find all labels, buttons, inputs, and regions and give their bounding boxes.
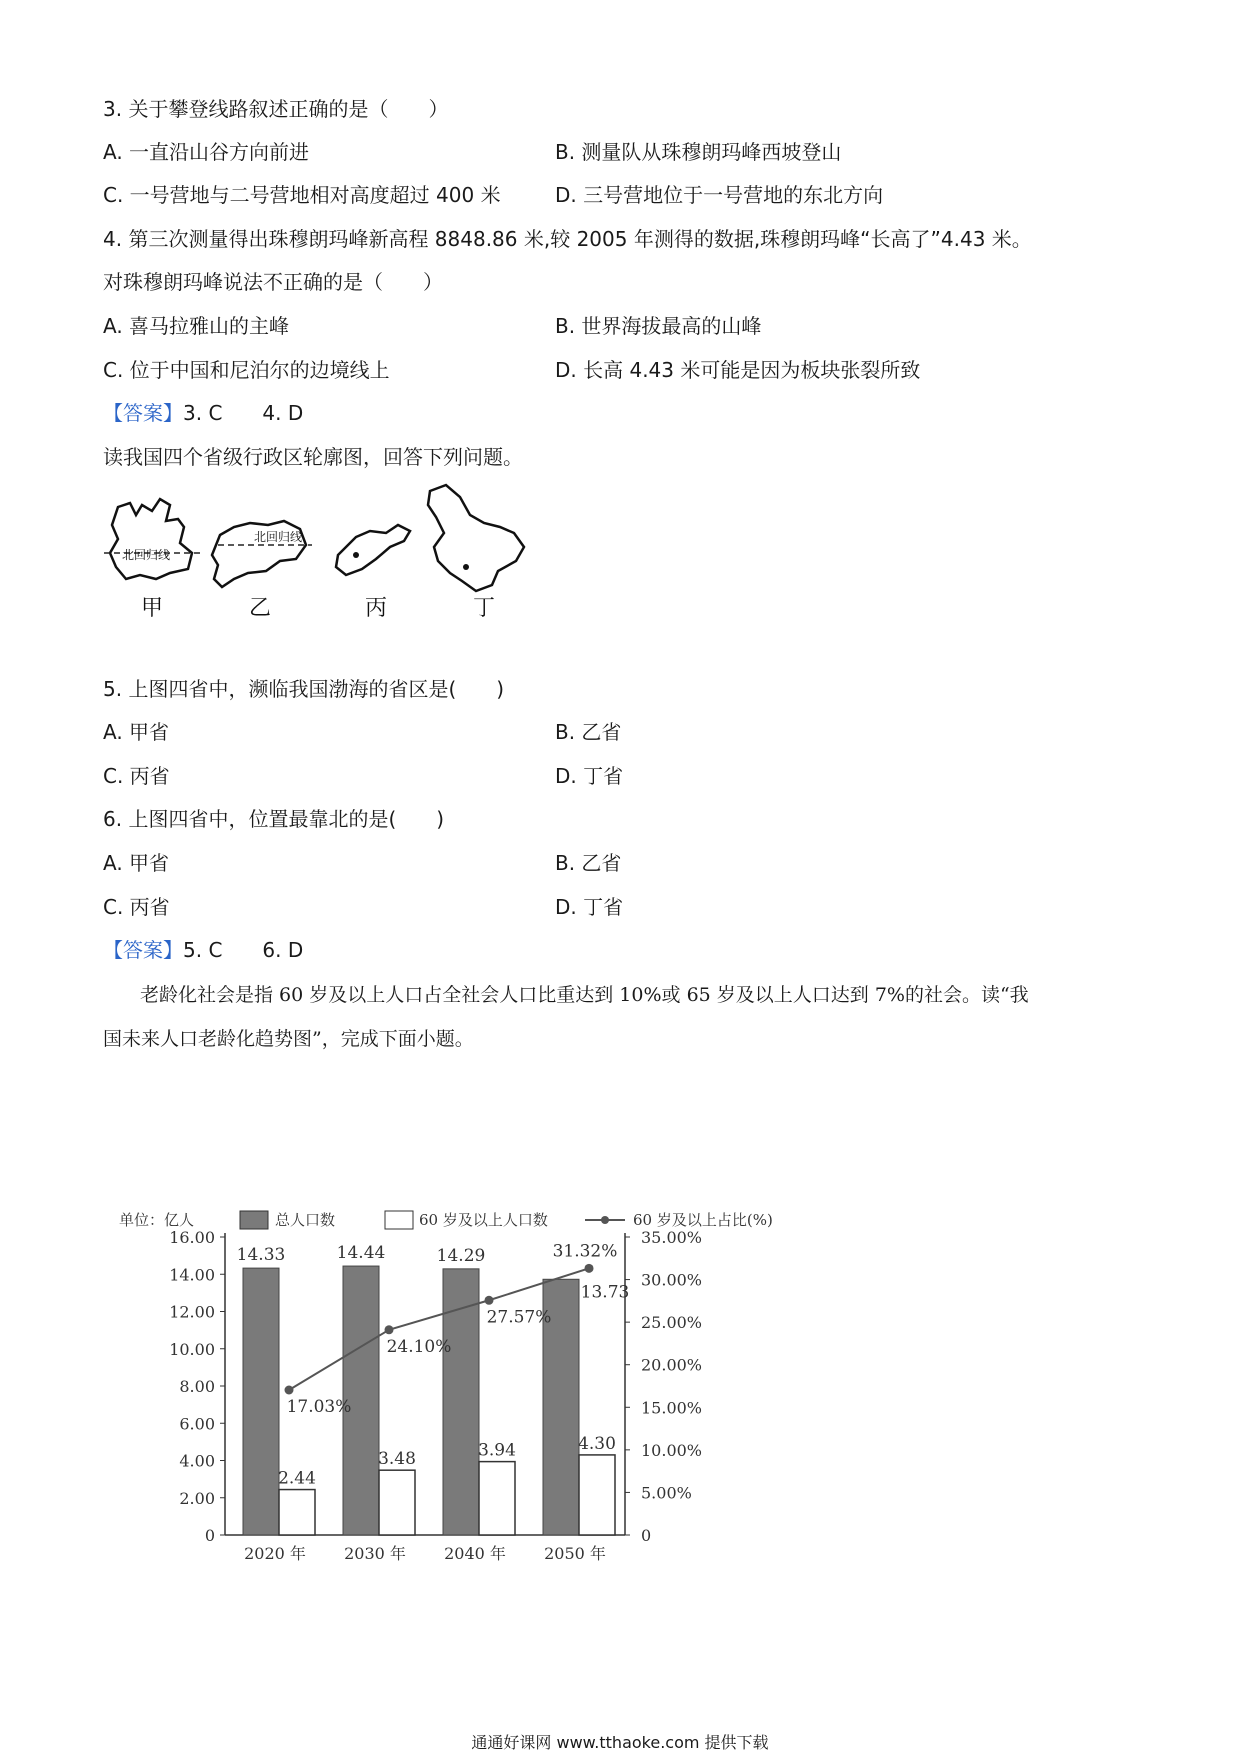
x-tick-label: 2020 年	[244, 1544, 306, 1563]
aging-intro-line1: 老龄化社会是指 60 岁及以上人口占全社会人口比重达到 10%或 65 岁及以上人口达到 7%的社会。读“我	[140, 984, 1029, 1006]
right-y-tick-label: 25.00%	[641, 1313, 703, 1333]
left-y-tick-label: 16.00	[169, 1228, 215, 1247]
q6-stem: 6. 上图四省中，位置最靠北的是( )	[103, 807, 445, 831]
x-tick-label: 2030 年	[344, 1544, 406, 1563]
q6-option-a: A. 甲省	[103, 851, 170, 875]
q5-option-c: C. 丙省	[103, 764, 170, 788]
q6-option-b: B. 乙省	[555, 851, 622, 875]
left-y-tick-label: 10.00	[169, 1339, 215, 1359]
province-bing-capital-dot	[353, 552, 359, 558]
legend-total-swatch	[240, 1211, 268, 1229]
right-y-tick-label: 35.00%	[641, 1228, 703, 1247]
ratio-point	[585, 1264, 594, 1273]
bar-elder-population	[579, 1455, 615, 1535]
tropic-label-yi: 北回归线	[254, 530, 303, 544]
data-label-elder: 2.44	[278, 1468, 316, 1489]
q4-option-d: D. 长高 4.43 米可能是因为板块张裂所致	[555, 358, 921, 382]
aging-trend-chart	[115, 1205, 790, 1565]
right-y-tick-label: 0	[641, 1526, 652, 1545]
aging-intro-line2: 国未来人口老龄化趋势图”，完成下面小题。	[103, 1028, 474, 1050]
q5-stem: 5. 上图四省中，濒临我国渤海的省区是( )	[103, 677, 505, 701]
left-y-tick-label: 0	[204, 1526, 215, 1545]
q4-option-b: B. 世界海拔最高的山峰	[555, 314, 762, 338]
answer-tag: 【答案】	[103, 938, 183, 962]
left-y-tick-label: 2.00	[179, 1488, 215, 1508]
answer-text: 3. C 4. D	[183, 401, 304, 425]
bar-elder-population	[279, 1490, 315, 1535]
data-label-elder: 3.48	[378, 1449, 416, 1470]
q3-option-a: A. 一直沿山谷方向前进	[103, 140, 310, 164]
data-label-ratio: 31.32%	[552, 1241, 618, 1262]
right-y-tick-label: 15.00%	[641, 1398, 703, 1418]
right-y-tick-label: 5.00%	[641, 1483, 692, 1503]
legend-elder-label: 60 岁及以上人口数	[419, 1211, 548, 1229]
right-y-tick-label: 20.00%	[641, 1355, 703, 1375]
tropic-label-jia: 北回归线	[122, 548, 171, 562]
q3-option-d: D. 三号营地位于一号营地的东北方向	[555, 183, 884, 207]
province-label-ding: 丁	[472, 596, 496, 621]
answer-block-2	[103, 937, 303, 963]
data-label-ratio: 24.10%	[386, 1336, 452, 1357]
q5-option-a: A. 甲省	[103, 720, 170, 744]
q3-option-b: B. 测量队从珠穆朗玛峰西坡登山	[555, 140, 842, 164]
q4-stem-line2: 对珠穆朗玛峰说法不正确的是（ ）	[103, 270, 443, 294]
province-ding-outline	[428, 485, 524, 591]
data-label-elder: 4.30	[578, 1433, 616, 1454]
q6-option-d: D. 丁省	[555, 895, 624, 919]
legend-ratio-label: 60 岁及以上占比(%)	[633, 1211, 773, 1229]
legend-ratio-marker	[601, 1216, 609, 1224]
answer-block-1	[103, 400, 303, 426]
ratio-point	[485, 1296, 494, 1305]
right-y-tick-label: 30.00%	[641, 1270, 703, 1290]
left-y-tick-label: 4.00	[179, 1451, 215, 1471]
province-label-yi: 乙	[248, 596, 272, 621]
q5-option-b: B. 乙省	[555, 720, 622, 744]
q3-stem: 3. 关于攀登线路叙述正确的是（ ）	[103, 97, 449, 121]
chart-unit-label: 单位：亿人	[119, 1211, 195, 1229]
province-intro: 读我国四个省级行政区轮廓图，回答下列问题。	[103, 445, 523, 469]
data-label-total: 13.73	[580, 1282, 630, 1303]
q6-option-c: C. 丙省	[103, 895, 170, 919]
legend-total-label: 总人口数	[275, 1211, 336, 1229]
data-label-ratio: 27.57%	[486, 1307, 552, 1328]
left-y-tick-label: 12.00	[169, 1302, 215, 1322]
data-label-total: 14.33	[236, 1245, 286, 1266]
x-tick-label: 2050 年	[544, 1544, 606, 1563]
data-label-total: 14.29	[436, 1245, 486, 1266]
q4-option-c: C. 位于中国和尼泊尔的边境线上	[103, 358, 390, 382]
x-tick-label: 2040 年	[444, 1544, 506, 1563]
ratio-point	[385, 1325, 394, 1334]
province-jia-outline	[110, 499, 192, 579]
legend-elder-swatch	[385, 1211, 413, 1229]
answer-text: 5. C 6. D	[183, 938, 304, 962]
province-outline-figure	[100, 475, 540, 695]
page-footer: 通通好课网 www.tthaoke.com 提供下载	[471, 1733, 769, 1752]
bar-elder-population	[479, 1462, 515, 1535]
ratio-point	[285, 1386, 294, 1395]
left-y-tick-label: 6.00	[179, 1414, 215, 1434]
left-y-tick-label: 14.00	[169, 1265, 215, 1285]
bar-total-population	[243, 1268, 279, 1535]
q4-option-a: A. 喜马拉雅山的主峰	[103, 314, 290, 338]
left-y-tick-label: 8.00	[179, 1377, 215, 1396]
q3-option-c: C. 一号营地与二号营地相对高度超过 400 米	[103, 183, 501, 207]
q5-option-d: D. 丁省	[555, 764, 624, 788]
q4-stem-line1: 4. 第三次测量得出珠穆朗玛峰新高程 8848.86 米,较 2005 年测得的数据,珠穆朗玛峰“长高了”4.43 米。	[103, 227, 1032, 251]
province-ding-capital-dot	[463, 564, 469, 570]
right-y-tick-label: 10.00%	[641, 1440, 703, 1460]
data-label-elder: 3.94	[478, 1440, 516, 1461]
province-label-bing: 丙	[364, 596, 388, 621]
province-bing-outline	[336, 525, 410, 575]
bar-elder-population	[379, 1470, 415, 1535]
data-label-ratio: 17.03%	[286, 1397, 352, 1418]
province-label-jia: 甲	[140, 596, 164, 621]
answer-tag: 【答案】	[103, 401, 183, 425]
data-label-total: 14.44	[336, 1243, 386, 1264]
